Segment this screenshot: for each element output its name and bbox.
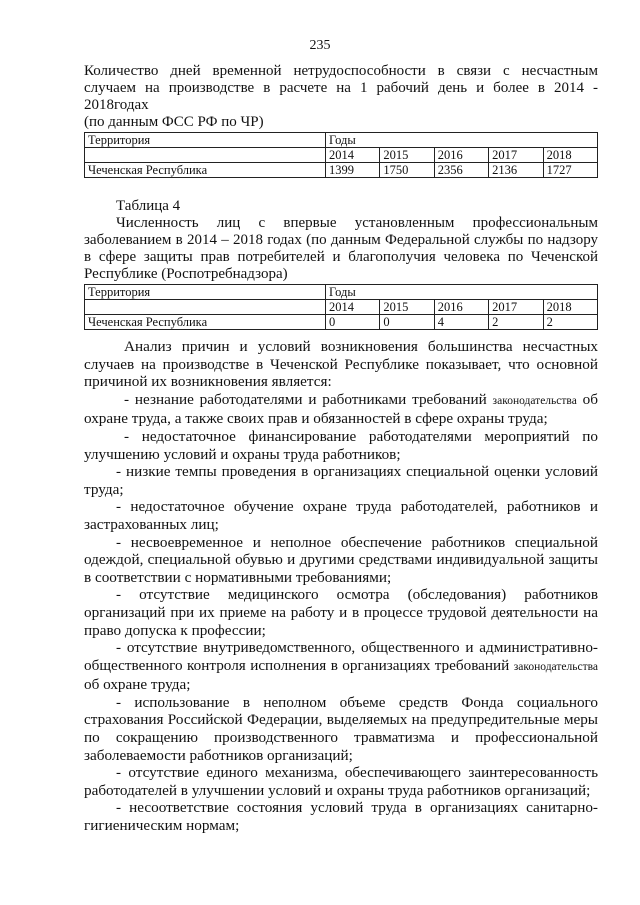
table-row xyxy=(85,315,598,330)
empty-cell xyxy=(85,148,326,163)
table1-source: (по данным ФСС РФ по ЧР) xyxy=(84,114,264,130)
sick-days-table xyxy=(84,132,598,178)
cause-small-text: законодательства xyxy=(513,660,598,673)
year-cell: 2017 xyxy=(489,148,543,163)
year-cell: 2017 xyxy=(489,300,543,315)
cause-text: об охране труда; xyxy=(84,676,191,694)
cause-text: об охране труда, а также своих прав и обязанностей в сфере охраны труда; xyxy=(84,390,598,428)
value-cell: 1727 xyxy=(543,163,597,178)
value-cell: 1750 xyxy=(380,163,434,178)
cause-item: - несоответствие состояния условий труда в организациях санитарно-гигиеническим нормам; xyxy=(84,799,598,835)
body-text xyxy=(84,338,598,835)
cause-item xyxy=(84,391,598,428)
page-number: 235 xyxy=(309,38,331,53)
value-cell: 4 xyxy=(434,315,488,330)
year-cell: 2018 xyxy=(543,300,597,315)
occupational-disease-table xyxy=(84,284,598,330)
cause-item: - отсутствие медицинского осмотра (обследования) работников организаций при их приеме на работу и в процессе трудовой деятельности на право допуска к профессии; xyxy=(84,586,598,639)
cause-item: - низкие темпы проведения в организациях специальной оценки условий труда; xyxy=(84,463,598,498)
table-header-row xyxy=(85,285,598,300)
cause-text: - незнание работодателями и работниками требований xyxy=(124,390,493,408)
header-years: Годы xyxy=(326,285,598,300)
value-cell: 0 xyxy=(326,315,380,330)
cause-text: - отсутствие внутриведомственного, общественного и административно-общественного контроля исполнения в организациях требований xyxy=(84,639,598,674)
table1-title-line-3: 2018годах xyxy=(84,97,149,113)
table-years-row xyxy=(85,148,598,163)
cause-item: - недостаточное финансирование работодателями мероприятий по улучшению условий и охраны труда работников; xyxy=(84,427,598,463)
cause-small-text: законодательства xyxy=(492,394,577,407)
year-cell: 2018 xyxy=(543,148,597,163)
empty-cell xyxy=(85,300,326,315)
intro-paragraph: Анализ причин и условий возникновения большинства несчастных случаев на производстве в Чеченской Республике показывает, что основной причиной их возникновения является: xyxy=(84,338,598,391)
header-territory: Территория xyxy=(85,285,326,300)
year-cell: 2015 xyxy=(380,300,434,315)
year-cell: 2014 xyxy=(326,148,380,163)
table-label: Таблица 4 xyxy=(116,198,181,214)
row-label: Чеченская Республика xyxy=(85,315,326,330)
year-cell: 2014 xyxy=(326,300,380,315)
cause-item: - отсутствие единого механизма, обеспечивающего заинтересованность работодателей в улучшении условий и охраны труда работников организаций; xyxy=(84,764,598,799)
value-cell: 2 xyxy=(543,315,597,330)
cause-item: - несвоевременное и неполное обеспечение работников специальной одеждой, специальной обувью и другими средствами индивидуальной защиты в соответствии с нормативными требованиями; xyxy=(84,533,598,586)
value-cell: 1399 xyxy=(326,163,380,178)
header-territory: Территория xyxy=(85,133,326,148)
year-cell: 2015 xyxy=(380,148,434,163)
table-years-row xyxy=(85,300,598,315)
value-cell: 2136 xyxy=(489,163,543,178)
row-label: Чеченская Республика xyxy=(85,163,326,178)
table1-title xyxy=(84,63,598,131)
table-row xyxy=(85,163,598,178)
table-header-row xyxy=(85,133,598,148)
table4-heading xyxy=(84,198,598,283)
cause-item xyxy=(84,639,598,694)
value-cell: 0 xyxy=(380,315,434,330)
value-cell: 2356 xyxy=(434,163,488,178)
value-cell: 2 xyxy=(489,315,543,330)
year-cell: 2016 xyxy=(434,148,488,163)
cause-item: - недостаточное обучение охране труда работодателей, работников и застрахованных лиц; xyxy=(84,498,598,533)
table1-title-line-2: случаем на производстве в расчете на 1 рабочий день и более в 2014 - xyxy=(84,80,598,96)
header-years: Годы xyxy=(326,133,598,148)
cause-item: - использование в неполном объеме средств Фонда социального страхования Российской Федерации, выделяемых на предупредительные меры по сокращению производственного травматизма и профессиональной заболеваемости работников организаций; xyxy=(84,693,598,764)
table4-title: Численность лиц с впервые установленным профессиональным заболеванием в 2014 – 2018 годах (по данным Федеральной службы по надзору в сфере защиты прав потребителей и благополучия человека по Чеченской Республике (Роспотребнадзора) xyxy=(84,215,598,282)
year-cell: 2016 xyxy=(434,300,488,315)
table1-title-line-1: Количество дней временной нетрудоспособности в связи с несчастным xyxy=(84,63,598,79)
